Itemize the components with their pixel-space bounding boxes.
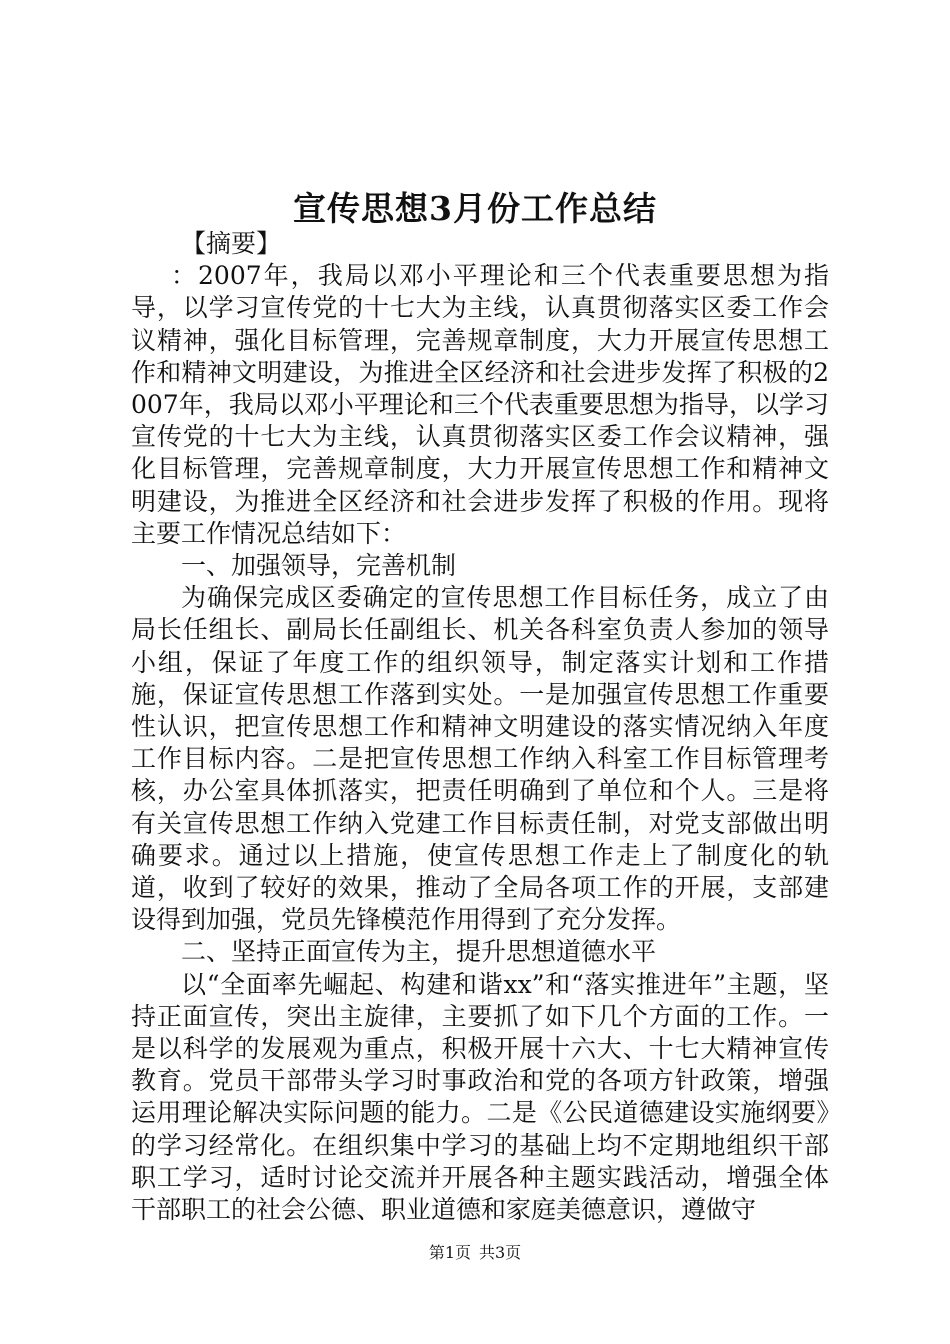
abstract-paragraph: ：2007年，我局以邓小平理论和三个代表重要思想为指导，以学习宣传党的十七大为主线，认真贯彻落实区委工作会议精神，强化目标管理，完善规章制度，大力开展宣传思想工作和精神文明建设，为推进全区经济和社会进步发挥了积极的2007年，我局以邓小平理论和三个代表重要思想为指导，以学习宣传党的十七大为主线，认真贯彻落实区委工作会议精神，强化目标管理，完善规章制度，大力开展宣传思想工作和精神文明建设，为推进全区经济和社会进步发挥了积极的作用。现将主要工作情况总结如下： (131, 261, 829, 548)
document-title: 宣传思想3月份工作总结 (293, 189, 657, 228)
body-paragraph-1: 为确保完成区委确定的宣传思想工作目标任务，成立了由局长任组长、副局长任副组长、机关各科室负责人参加的领导小组，保证了年度工作的组织领导，制定落实计划和工作措施，保证宣传思想工作落到实处。一是加强宣传思想工作重要性认识，把宣传思想工作和精神文明建设的落实情况纳入年度工作目标内容。二是把宣传思想工作纳入科室工作目标管理考核，办公室具体抓落实，把责任明确到了单位和个人。三是将有关宣传思想工作纳入党建工作目标责任制，对党支部做出明确要求。通过以上措施，使宣传思想工作走上了制度化的轨道，收到了较好的效果，推动了全局各项工作的开展，支部建设得到加强，党员先锋模范作用得到了充分发挥。 (131, 583, 829, 935)
abstract-label: 【摘要】 (181, 229, 282, 258)
section-heading-2: 二、坚持正面宣传为主，提升思想道德水平 (181, 937, 657, 967)
section-heading-1: 一、加强领导，完善机制 (181, 551, 457, 581)
document-body (131, 228, 829, 1226)
page-total: 共3页 (479, 1243, 522, 1262)
page-footer (0, 1242, 950, 1264)
page-number: 第1页 (428, 1243, 471, 1262)
body-paragraph-2: 以“全面率先崛起、构建和谐xx”和“落实推进年”主题，坚持正面宣传，突出主旋律，主要抓了如下几个方面的工作。一是以科学的发展观为重点，积极开展十六大、十七大精神宣传教育。党员干部带头学习时事政治和党的各项方针政策，增强运用理论解决实际问题的能力。二是《公民道德建设实施纲要》的学习经常化。在组织集中学习的基础上均不定期地组织干部职工学习，适时讨论交流并开展各种主题实践活动，增强全体干部职工的社会公德、职业道德和家庭美德意识，遵做守 (131, 969, 829, 1225)
